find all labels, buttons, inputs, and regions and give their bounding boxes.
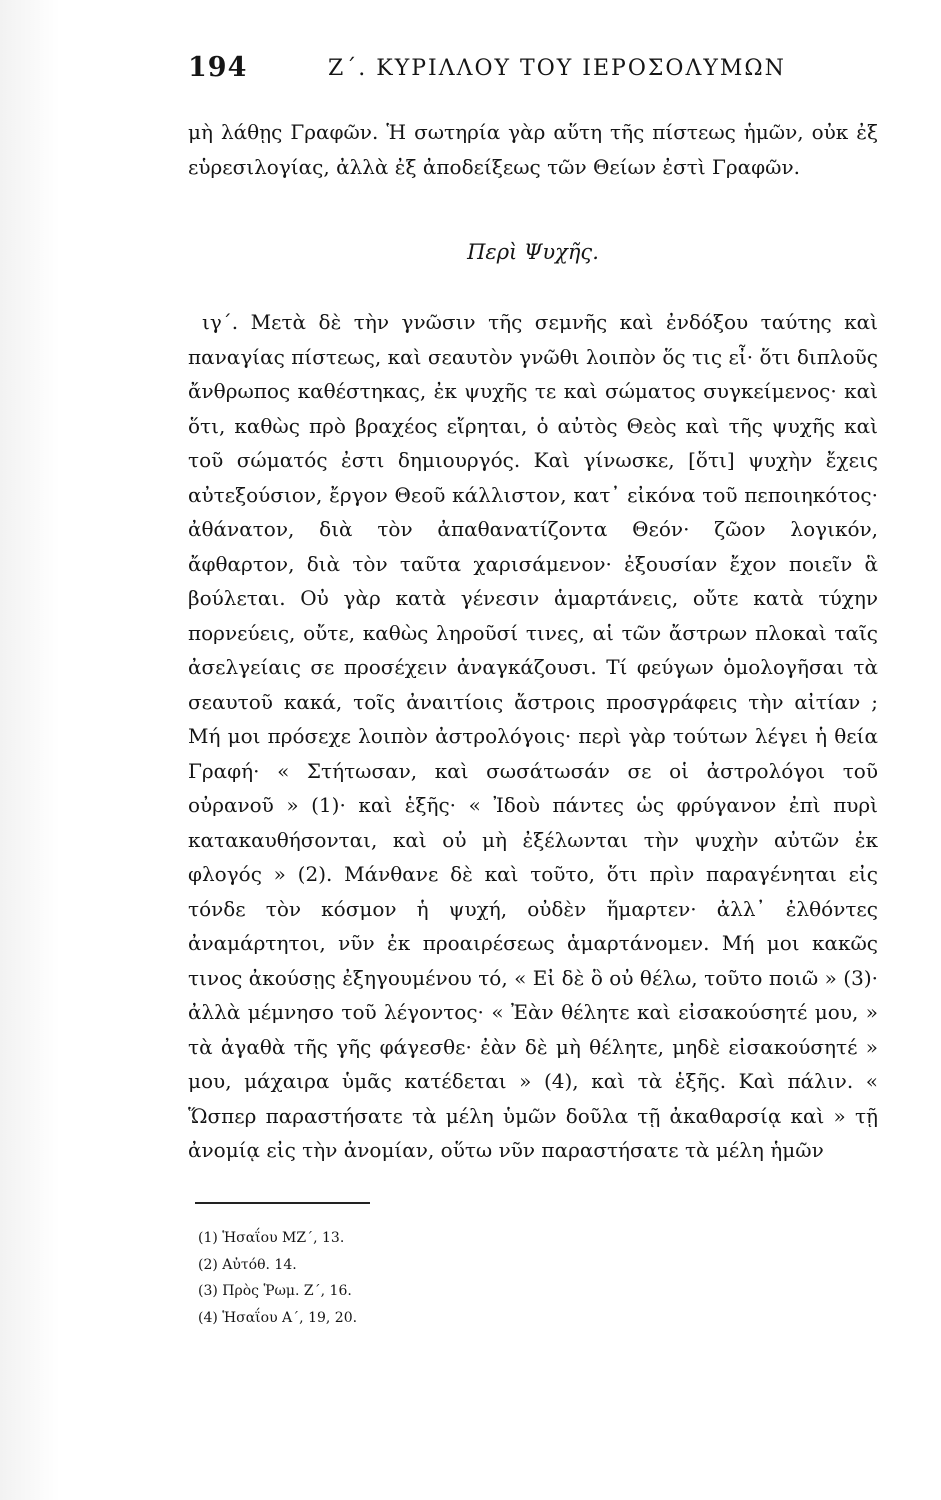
section-paragraph: ιγ΄. Μετὰ δὲ τὴν γνῶσιν τῆς σεμνῆς καὶ ἐνδόξου ταύτης καὶ παναγίας πίστεως, καὶ σεαυτὸν γνῶθι λοιπὸν ὅς τις εἶ· ὅτι διπλοῦς ἄνθρωπος καθέστηκας, ἐκ ψυχῆς τε καὶ σώματος συγκείμενος· καὶ ὅτι, καθὼς πρὸ βραχέος εἴρηται, ὁ αὐτὸς Θεὸς καὶ τῆς ψυχῆς καὶ τοῦ σώματός ἐστι δημιουργός. Καὶ γίνωσκε, [ὅτι] ψυχὴν ἔχεις αὐτεξούσιον, ἔργον Θεοῦ κάλλιστον, κατ᾽ εἰκόνα τοῦ πεποιηκότος· ἀθάνατον, διὰ τὸν ἀπαθανατίζοντα Θεόν· ζῶον λογικόν, ἄφθαρτον, διὰ τὸν ταῦτα χαρισάμενον· ἐξουσίαν ἔχον ποιεῖν ἃ βούλεται. Οὐ γὰρ κατὰ γένεσιν ἁμαρτάνεις, οὔτε κατὰ τύχην πορνεύεις, οὔτε, καθὼς ληροῦσί τινες, αἱ τῶν ἄστρων πλοκαὶ ταῖς ἀσελγείαις σε προσέχειν ἀναγκάζουσι. Τί φεύγων ὁμολογῆσαι τὰ σεαυτοῦ κακά, τοῖς ἀναιτίοις ἄστροις προσγράφεις τὴν αἰτίαν ; Μή μοι πρόσεχε λοιπὸν ἀστρολόγοις· περὶ γὰρ τούτων λέγει ἡ θεία Γραφή· « Στήτωσαν, καὶ σωσάτωσάν σε οἱ ἀστρολόγοι τοῦ οὐρανοῦ » (1)· καὶ ἑξῆς· « Ἰδοὺ πάντες ὡς φρύγανον ἐπὶ πυρὶ κατακαυθήσονται, καὶ οὐ μὴ ἐξέλωνται τὴν ψυχὴν αὐτῶν ἐκ φλογός » (2). Μάνθανε δὲ καὶ τοῦτο, ὅτι πρὶν παραγένηται εἰς τόνδε τὸν κόσμον ἡ ψυχή, οὐδὲν ἥμαρτεν· ἀλλ᾽ ἐλθόντες ἀναμάρτητοι, νῦν ἐκ προαιρέσεως ἁμαρτάνομεν. Μή μοι κακῶς τινος ἀκούσῃς ἐξηγουμένου τό, « Εἰ δὲ ὃ οὐ θέλω, τοῦτο ποιῶ » (3)· ἀλλὰ μέμνησο τοῦ λέγοντος· « Ἐὰν θέλητε καὶ εἰσακούσητέ μου, » τὰ ἀγαθὰ τῆς γῆς φάγεσθε· ἐὰν δὲ μὴ θέλητε, μηδὲ εἰσακούσητέ » μου, μάχαιρα ὑμᾶς κατέδεται » (4), καὶ τὰ ἑξῆς. Καὶ πάλιν. « Ὥσπερ παραστήσατε τὰ μέλη ὑμῶν δοῦλα τῇ ἀκαθαρσίᾳ καὶ » τῇ ἀνομίᾳ εἰς τὴν ἀνομίαν, οὕτω νῦν παραστήσατε τὰ μέλη ἡμῶν bbox=[188, 310, 878, 1162]
footnote-divider bbox=[195, 1202, 370, 1204]
footnote: (4) Ἡσαΐου Α΄, 19, 20. bbox=[198, 1309, 358, 1326]
footnote: (3) Πρὸς Ῥωμ. Ζ΄, 16. bbox=[198, 1283, 352, 1299]
body-paragraph: μὴ λάθῃς Γραφῶν. Ἡ σωτηρία γὰρ αὕτη τῆς πίστεως ἡμῶν, οὐκ ἐξ εὑρεσιλογίας, ἀλλὰ ἐξ ἀποδείξεως τῶν Θείων ἐστὶ Γραφῶν. bbox=[188, 120, 878, 179]
page-number: 194 bbox=[188, 52, 248, 83]
footnotes-list bbox=[198, 1225, 357, 1331]
footnote: (1) Ἡσαΐου ΜΖ΄, 13. bbox=[198, 1230, 345, 1246]
running-head: Ζ΄. ΚΥΡΙΛΛΟΥ ΤΟΥ ΙΕΡΟΣΟΛΥΜΩΝ bbox=[328, 56, 786, 81]
page-header bbox=[188, 52, 878, 92]
page-gutter-shadow bbox=[0, 0, 60, 1500]
section-title: Περὶ Ψυχῆς. bbox=[467, 240, 599, 264]
footnote: (2) Αὐτόθ. 14. bbox=[198, 1256, 297, 1273]
